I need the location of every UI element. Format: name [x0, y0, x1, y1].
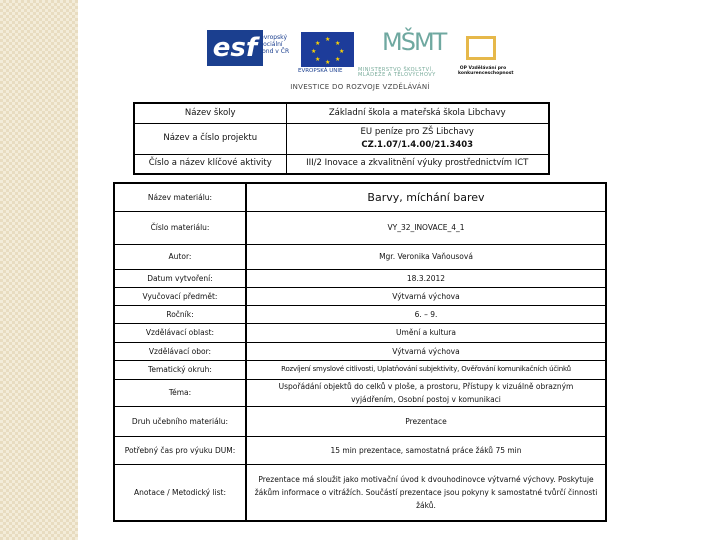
label: Potřebný čas pro výuku DUM:: [114, 436, 246, 464]
value: Prezentace má sloužit jako motivační úvod k dvouhodinovce výtvarné výchovy. Poskytuje žákům informace o vitrážích. Součástí prezentace jsou pokyny k samostatné tvůrčí činnosti žáků.: [246, 464, 606, 521]
label: Téma:: [114, 379, 246, 406]
msmt-logo-text: MINISTERSTVO ŠKOLSTVÍ, MLÁDEŽE A TĚLOVÝCHOVY: [358, 67, 436, 78]
value: Rozvíjení smyslové citlivosti, Uplatňování subjektivity, Ověřování komunikačních účinků: [246, 360, 606, 379]
value: III/2 Inovace a zkvalitnění výuky prostřednictvím ICT: [286, 154, 549, 174]
value: VY_32_INOVACE_4_1: [246, 211, 606, 244]
op-logo-text: OP Vzdělávání pro konkurenceschopnost: [458, 66, 514, 76]
table-row: [114, 323, 606, 342]
value: 18.3.2012: [246, 269, 606, 287]
label: Vzdělávací oblast:: [114, 323, 246, 342]
label: Autor:: [114, 244, 246, 269]
value: Výtvarná výchova: [246, 342, 606, 360]
value: Výtvarná výchova: [246, 287, 606, 305]
table-row: [114, 406, 606, 436]
label: Název školy: [134, 103, 286, 123]
value: Základní škola a mateřská škola Libchavy: [286, 103, 549, 123]
value: Prezentace: [246, 406, 606, 436]
eu-logo-text: EVROPSKÁ UNIE: [298, 68, 343, 74]
table-row: [134, 123, 549, 154]
value: Barvy, míchání barev: [246, 183, 606, 211]
table-row: [114, 183, 606, 211]
table-row: [114, 269, 606, 287]
label: Anotace / Metodický list:: [114, 464, 246, 521]
label: Název materiálu:: [114, 183, 246, 211]
value: Uspořádání objektů do celků v ploše, a prostoru, Přístupy k vizuálně obrazným vyjádřením, Osobní postoj v komunikaci: [246, 379, 606, 406]
table-row: [134, 103, 549, 123]
value: EU peníze pro ZŠ Libchavy CZ.1.07/1.4.00/21.3403: [286, 123, 549, 154]
decorative-border: [0, 0, 78, 540]
esf-logo-text: evropský sociální fond v ČR: [260, 34, 290, 55]
value: 6. – 9.: [246, 305, 606, 323]
label: Číslo materiálu:: [114, 211, 246, 244]
table-row: [114, 379, 606, 406]
logo-banner: [200, 24, 520, 94]
table-row: [114, 211, 606, 244]
value: Umění a kultura: [246, 323, 606, 342]
table-row: [114, 305, 606, 323]
label: Druh učebního materiálu:: [114, 406, 246, 436]
esf-logo: esf: [207, 30, 263, 66]
label: Název a číslo projektu: [134, 123, 286, 154]
table-row: [114, 436, 606, 464]
table-row: [114, 360, 606, 379]
table-row: [114, 287, 606, 305]
table-row: [134, 154, 549, 174]
label: Vzdělávací obor:: [114, 342, 246, 360]
label: Tematický okruh:: [114, 360, 246, 379]
eu-flag-logo: ★ ★ ★ ★ ★ ★ ★ ★: [301, 32, 354, 67]
school-info-table: [133, 102, 550, 175]
table-row: [114, 464, 606, 521]
table-row: [114, 244, 606, 269]
label: Datum vytvoření:: [114, 269, 246, 287]
msmt-logo: MŠMT: [382, 28, 446, 56]
tagline: INVESTICE DO ROZVOJE VZDĚLÁVÁNÍ: [290, 83, 430, 91]
label: Ročník:: [114, 305, 246, 323]
label: Vyučovací předmět:: [114, 287, 246, 305]
material-info-table: [113, 182, 607, 522]
value: 15 min prezentace, samostatná práce žáků 75 min: [246, 436, 606, 464]
value: Mgr. Veronika Vaňousová: [246, 244, 606, 269]
label: Číslo a název klíčové aktivity: [134, 154, 286, 174]
table-row: [114, 342, 606, 360]
op-logo: [466, 36, 496, 60]
